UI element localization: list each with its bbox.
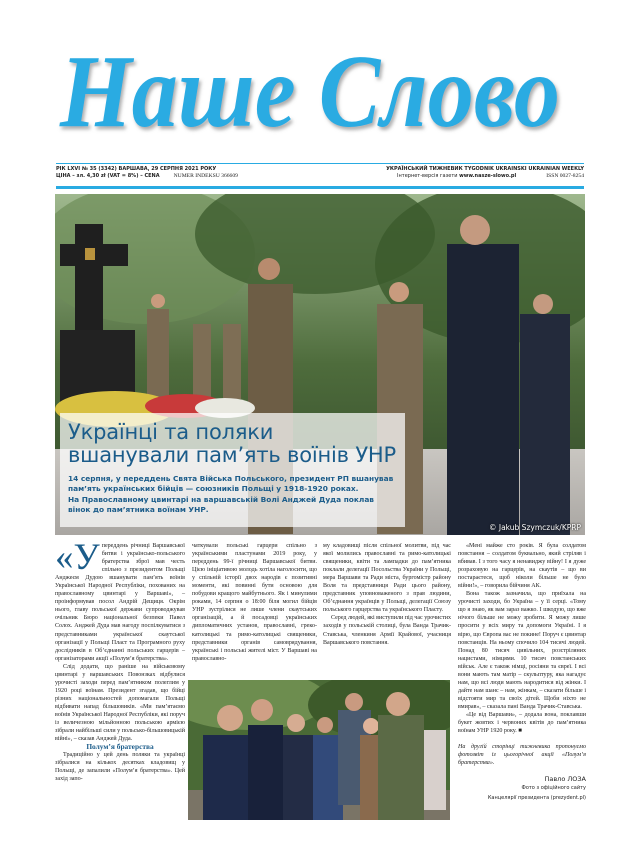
article-column-4 (458, 542, 586, 803)
weekly-line: УКРАЇНСЬКИЙ ТИЖНЕВИК TYGODNIK UKRAINSKI UKRAINIAN WEEKLY (386, 166, 584, 172)
lead-paragraph-2: На Православному цвинтарі на варшавській Волі Анджей Дуда поклав вінок до пам’ятника воїнам УНР. (68, 494, 374, 515)
headline-box (60, 413, 405, 527)
issue-line: РІК LXVI № 35 (3342) ВАРШАВА, 29 СЕРПНЯ 2021 РОКУ (56, 166, 217, 172)
article-paragraph: Серед людей, які виступили під час урочистих заходів у польській столиці, була Ванда Трачик-Ставська, членкиня Армії Крайової, учасниця Варшавського повстання. (323, 615, 451, 646)
meeting-photo (188, 680, 450, 820)
lead-paragraph-1: 14 серпня, у переддень Свята Війська Польського, президент РП вшанував пам’ять українських бійців — союзників Польщі у 1918-1920 роках. (68, 474, 394, 494)
article-paragraph: му кладовищі після спільної молитви, під час якої молились православні та римо-католицькі священики, квіти та лампадки до пам’ятника поклали делегації Посольства України у Польщі, мера Варшави та Ради міста, бургомістр району Воля та представниця Ради цього району, представник уповноваженого з прав людини, Об’єднання українців у Польщі, делегації Союзу польського гарцерства та українського Пласту. (323, 543, 451, 614)
web-prefix: Інтернет-версія газети (397, 173, 458, 179)
article-paragraph: «Упереддень річниці Варшавської битви і українсько-польського братерства зброї мав честь спільно з президентом Польщі Анджеєм Дудою вшанувати пам’ять воїнів Української Народної Республіки, похованих на православному цвинтарі у Варшаві», – проінформував посол Андрій Дещиця. Окрім нього, главу польської держави супроводжував очільник Бюро національної безпеки Павел Солох. Анджей Дуда мав нагоду поспілкуватися з представниками української скаутської організації у Польщі Пласт та Програмного руху дослідників в Об’єднанні польських гарцерів – організаторами акції «Полум’я братерства». (55, 537, 185, 662)
photo-source-line-2: Канцелярії президента (prezydent.pl) (487, 795, 586, 802)
photo-source-line-1: Фото з офіційного сайту (521, 785, 586, 792)
price-line: ЦІНА – зл. 4,30 zł (VAT = 8%) – CENA (56, 173, 160, 179)
article-paragraph: Традиційно у цей день поляки та українці зібралися на кількох десятках кладовищ у Польщі, де запалили «Полум’я братерства». Цей захід запо- (55, 752, 185, 783)
publication-info (386, 166, 584, 180)
headline-line-1: Українці та поляки (68, 420, 274, 444)
article-paragraph: чаткували польські гарцери спільно з українськими пластунами 2019 року, у переддень 99-ї річниці Варшавської битви. Цією ініціативою молодь хотіла наголосити, що у спільній історії двох народів є позитивні моменти, які повинні бути основою для побудови кращого майбутнього. Як і минулими роками, 14 серпня о 18:00 біля могил бійців УНР зустрілися не лише члени скаутських організацій, а й посадовці українських дипломатичних установ, православні, греко-католицькі та римо-католицькі священики, представники органів самоврядування, українські і польські жителі міст. У Варшаві на православно- (192, 543, 317, 662)
hero-photo (55, 194, 585, 535)
article-column-3 (323, 542, 451, 647)
headline-line-2: вшанували пам’ять воїнів УНР (68, 443, 396, 467)
dropcap: «У (55, 537, 100, 578)
article-column-2 (192, 542, 317, 663)
issn: ISSN 0027-8254 (546, 173, 584, 179)
info-bar (56, 163, 584, 189)
index-number: NUMER INDEKSU 366609 (173, 173, 238, 179)
lead-text (68, 474, 397, 516)
logo-text: Наше Слово (59, 38, 561, 148)
issue-info (56, 166, 238, 180)
main-headline (68, 421, 397, 467)
author-name: Павло ЛОЗА (544, 775, 586, 784)
article-subheading: Полум’я братерства (86, 742, 154, 752)
article-paragraph: «Це від Варшави», – додала вона, поклавши букет жовтих і червоних квітів до пам’ятника воїнам УНР 1920 року. ■ (458, 711, 586, 735)
scouts-meeting-photo (188, 680, 450, 820)
photo-credit: © Jakub Szymczuk/KPRP (488, 523, 581, 532)
article-paragraph: «Мені майже сто років. Я була солдатом повстання – солдатом буквально, який стріляв і вбивав. І з того часу я ненавиджу війну! І я дуже розраховую на гарцерів, на скаутів – що ви постараєтеся, щоб ніколи більше не було війни!», – говорила бійчиня АК. (458, 543, 586, 590)
logo-graphic (40, 38, 580, 148)
website-link[interactable]: www.nasze-slowo.pl (459, 173, 517, 179)
article-column-1 (55, 537, 185, 783)
article-paragraph: Вона також зазначила, що приїхала на урочисті заходи, бо Україна – у її серці. «Тому що я знаю, як вам зараз важко. І шкодую, що вже нічого більше не можу зробити. Я можу лише просити у всіх миру та допомоги Україні. І я вірю, що Європа вас не покине! Поруч є цвинтар повстанців. На ньому спочило 104 тисячі людей. Понад 80 тисяч цивільних, розстріляних нацистами, німцями. 10 тисяч повстанських військ. Але є також німці, росіяни та євреї. І всі вони мають там матір – скульптуру, яка нагадує нам, що всі люди мають народитися від жінки. І дайте нам шанс – нам, жінкам, – сказати більше і відстояти мир та своїх дітей. Щоби ніхто не вмирав», – сказала пані Ванда Трачик-Ставська. (458, 591, 586, 710)
masthead-logo (40, 38, 580, 148)
article-paragraph: Слід додати, що раніше на військовому цвинтарі у варшавських Повонзках відбулися урочисті заходи перед пам’ятником полеглим у 1920 році воїнам. Президент згадав, що бійці різних національностей допомагали Польщі відбивати напад більшовиків. «Ми пам’ятаємо воїнів Української Народної Республіки, які поруч із величезною мільйонною польською армією зібрали найбільші сили у польсько-більшовицькій війні», – сказав Анджей Дуда. (55, 663, 185, 743)
photo-report-note: На другій сторінці тижневика пропонуємо фотозвіт із цьогорічної акції «Полум’я братерства». (458, 744, 586, 767)
